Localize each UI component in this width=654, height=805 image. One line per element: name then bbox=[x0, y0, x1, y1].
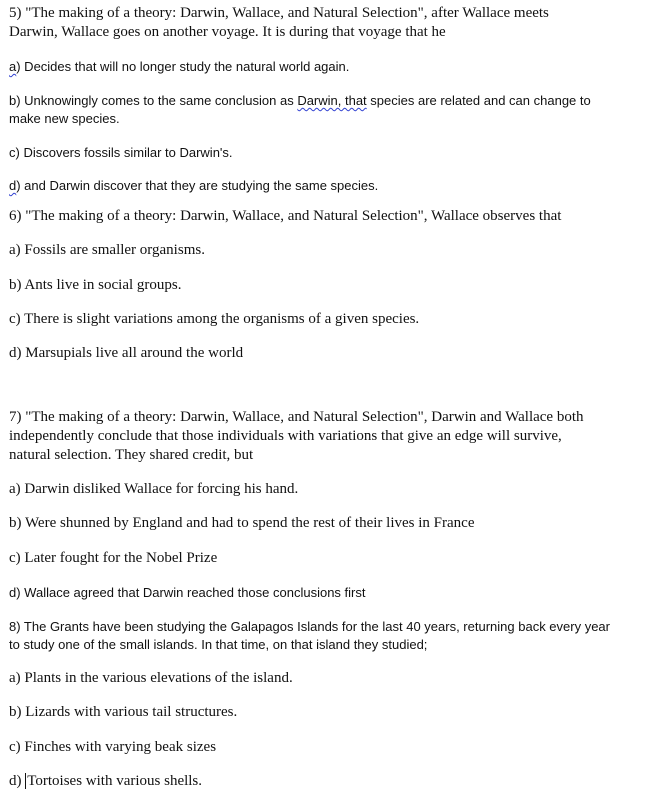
q5-option-b-text-end: species are related and can change to bbox=[366, 93, 591, 108]
q5-option-d bbox=[9, 178, 378, 193]
q5-stem-line-2: Darwin, Wallace goes on another voyage. It is during that voyage that he bbox=[9, 24, 446, 40]
q6-option-d: d) Marsupials live all around the world bbox=[9, 345, 244, 361]
q8-option-c: c) Finches with varying beak sizes bbox=[9, 739, 217, 755]
q6-stem: 6) "The making of a theory: Darwin, Wallace, and Natural Selection", Wallace observes that bbox=[9, 208, 562, 224]
q5-option-a-text: ) Decides that will no longer study the natural world again. bbox=[16, 59, 350, 74]
q7-option-a: a) Darwin disliked Wallace for forcing his hand. bbox=[9, 481, 299, 497]
q5-stem-line-1: 5) "The making of a theory: Darwin, Wallace, and Natural Selection", after Wallace meets bbox=[9, 5, 549, 21]
q7-stem-line-3: natural selection. They shared credit, but bbox=[9, 447, 254, 463]
q5-option-b-text-start: b) Unknowingly comes to the same conclusion as bbox=[9, 93, 298, 108]
q8-option-d-prefix: d) bbox=[9, 773, 26, 789]
q5-option-b-line-2: make new species. bbox=[9, 111, 120, 126]
q7-option-c: c) Later fought for the Nobel Prize bbox=[9, 550, 218, 566]
q6-option-b: b) Ants live in social groups. bbox=[9, 277, 182, 293]
q6-option-c: c) There is slight variations among the organisms of a given species. bbox=[9, 311, 420, 327]
q5-option-d-marker: d bbox=[9, 178, 17, 193]
q5-option-a bbox=[9, 59, 349, 74]
q8-stem-line-1: 8) The Grants have been studying the Galapagos Islands for the last 40 years, returning back every year bbox=[9, 619, 610, 634]
q8-option-d[interactable] bbox=[9, 773, 202, 790]
grammar-flag: Darwin, that bbox=[297, 93, 367, 108]
q8-stem-line-2: to study one of the small islands. In that time, on that island they studied; bbox=[9, 637, 428, 652]
q8-option-d-text: Tortoises with various shells. bbox=[27, 773, 203, 789]
q7-option-d: d) Wallace agreed that Darwin reached those conclusions first bbox=[9, 585, 366, 600]
q5-option-c: c) Discovers fossils similar to Darwin's. bbox=[9, 145, 233, 160]
q5-option-d-text: ) and Darwin discover that they are studying the same species. bbox=[16, 178, 379, 193]
q5-option-b-line-1 bbox=[9, 93, 591, 108]
q7-stem-line-1: 7) "The making of a theory: Darwin, Wallace, and Natural Selection", Darwin and Wallace both bbox=[9, 409, 584, 425]
q8-option-a: a) Plants in the various elevations of the island. bbox=[9, 670, 293, 686]
q7-stem-line-2: independently conclude that those individuals with variations that give an edge will survive, bbox=[9, 428, 562, 444]
q7-option-b: b) Were shunned by England and had to spend the rest of their lives in France bbox=[9, 515, 475, 531]
q5-option-a-marker: a bbox=[9, 59, 17, 74]
q6-option-a: a) Fossils are smaller organisms. bbox=[9, 242, 205, 258]
q8-option-b: b) Lizards with various tail structures. bbox=[9, 704, 238, 720]
